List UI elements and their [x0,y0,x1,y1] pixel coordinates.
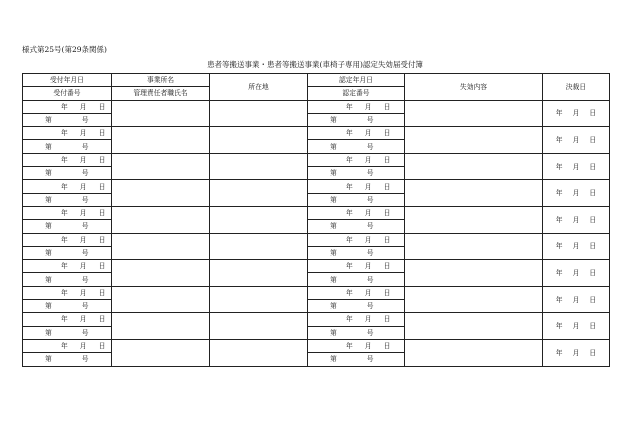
day-label: 日 [98,209,106,218]
month-label: 月 [79,102,87,111]
header-received-number: 受付番号 [23,87,112,100]
number-suffix: 号 [366,116,374,125]
number-suffix: 号 [81,249,89,257]
location-cell[interactable] [210,286,308,313]
number-suffix: 号 [366,169,374,178]
location-cell[interactable] [210,233,308,260]
month-label: 月 [572,268,580,277]
day-label: 日 [98,342,106,351]
number-prefix: 第 [330,355,337,364]
decision-date-cell[interactable] [543,100,610,127]
number-prefix: 第 [45,116,52,125]
cert-date-cell[interactable] [308,100,405,113]
year-label: 年 [61,315,68,324]
day-label: 日 [383,129,391,138]
location-cell[interactable] [210,339,308,366]
received-date-cell[interactable] [23,313,112,326]
decision-date-cell[interactable] [543,286,610,313]
location-cell[interactable] [210,260,308,287]
location-cell[interactable] [210,180,308,207]
table-row [23,233,610,246]
year-label: 年 [555,189,563,198]
office-name-cell[interactable] [112,180,210,207]
number-suffix: 号 [81,355,89,364]
year-label: 年 [61,235,68,244]
number-prefix: 第 [330,222,337,231]
number-suffix: 号 [81,142,89,151]
received-number-cell[interactable] [23,326,112,339]
month-label: 月 [79,182,87,191]
table-row [23,100,610,113]
cert-number-cell[interactable] [308,300,405,313]
year-label: 年 [61,155,68,164]
year-label: 年 [555,135,563,144]
location-cell[interactable] [210,100,308,127]
day-label: 日 [383,288,391,297]
received-number-cell[interactable] [23,353,112,366]
month-label: 月 [364,235,372,244]
received-date-cell[interactable] [23,153,112,166]
day-label: 日 [98,235,106,244]
number-prefix: 第 [330,142,337,151]
decision-date-cell[interactable] [543,313,610,340]
number-suffix: 号 [366,275,374,284]
received-number-cell[interactable] [23,193,112,206]
day-label: 日 [589,322,597,331]
number-suffix: 号 [366,249,374,257]
received-date-cell[interactable] [23,100,112,113]
received-date-cell[interactable] [23,260,112,273]
number-suffix: 号 [366,302,374,311]
cert-number-cell[interactable] [308,220,405,233]
year-label: 年 [346,182,353,191]
year-label: 年 [61,182,68,191]
day-label: 日 [589,295,597,304]
number-suffix: 号 [81,116,89,125]
year-label: 年 [346,209,353,218]
year-label: 年 [346,315,353,324]
number-suffix: 号 [366,222,374,231]
month-label: 月 [79,262,87,271]
received-number-cell[interactable] [23,300,112,313]
table-row [23,127,610,140]
office-name-cell[interactable] [112,100,210,127]
number-prefix: 第 [330,328,337,337]
received-date-cell[interactable] [23,286,112,299]
received-number-cell[interactable] [23,113,112,126]
cert-number-cell[interactable] [308,140,405,153]
header-expiry-content: 失効内容 [405,74,543,101]
number-suffix: 号 [366,195,374,204]
day-label: 日 [589,242,597,251]
location-cell[interactable] [210,127,308,154]
month-label: 月 [364,129,372,138]
number-prefix: 第 [330,275,337,284]
day-label: 日 [383,102,391,111]
year-label: 年 [61,262,68,271]
received-number-cell[interactable] [23,246,112,259]
number-suffix: 号 [81,302,89,311]
month-label: 月 [572,242,580,251]
number-prefix: 第 [45,249,52,257]
number-prefix: 第 [330,169,337,178]
table-row [23,286,610,299]
number-prefix: 第 [45,169,52,178]
month-label: 月 [572,135,580,144]
table-row [23,260,610,273]
cert-number-cell[interactable] [308,167,405,180]
location-cell[interactable] [210,153,308,180]
year-label: 年 [555,109,563,118]
cert-date-cell[interactable] [308,233,405,246]
number-prefix: 第 [45,222,52,231]
header-manager-name: 管理責任者職氏名 [112,87,210,100]
cert-number-cell[interactable] [308,193,405,206]
received-number-cell[interactable] [23,140,112,153]
cert-date-cell[interactable] [308,286,405,299]
received-date-cell[interactable] [23,339,112,352]
number-suffix: 号 [81,328,89,337]
month-label: 月 [79,342,87,351]
day-label: 日 [383,342,391,351]
expiry-content-cell[interactable] [405,180,543,207]
day-label: 日 [383,155,391,164]
number-suffix: 号 [81,195,89,204]
cert-date-cell[interactable] [308,206,405,219]
day-label: 日 [98,155,106,164]
expiry-content-cell[interactable] [405,206,543,233]
year-label: 年 [346,102,353,111]
day-label: 日 [589,135,597,144]
number-suffix: 号 [366,328,374,337]
header-location: 所在地 [210,74,308,101]
month-label: 月 [572,322,580,331]
day-label: 日 [383,209,391,218]
number-prefix: 第 [45,328,52,337]
day-label: 日 [98,288,106,297]
month-label: 月 [364,288,372,297]
received-number-cell[interactable] [23,167,112,180]
number-suffix: 号 [81,275,89,284]
year-label: 年 [555,348,563,357]
expiry-content-cell[interactable] [405,127,543,154]
number-suffix: 号 [81,169,89,178]
month-label: 月 [79,129,87,138]
year-label: 年 [61,288,68,297]
page-title: 患者等搬送事業・患者等搬送事業(車椅子専用)認定失効届受付簿 [207,60,423,69]
month-label: 月 [572,189,580,198]
cert-number-cell[interactable] [308,326,405,339]
decision-date-cell[interactable] [543,260,610,287]
cert-date-cell[interactable] [308,313,405,326]
number-prefix: 第 [330,302,337,311]
year-label: 年 [555,242,563,251]
month-label: 月 [79,315,87,324]
day-label: 日 [383,262,391,271]
cert-number-cell[interactable] [308,273,405,286]
office-name-cell[interactable] [112,206,210,233]
cert-date-cell[interactable] [308,153,405,166]
cert-number-cell[interactable] [308,353,405,366]
day-label: 日 [98,129,106,138]
decision-date-cell[interactable] [543,233,610,260]
decision-date-cell[interactable] [543,153,610,180]
location-cell[interactable] [210,206,308,233]
month-label: 月 [572,295,580,304]
number-prefix: 第 [330,195,337,204]
header-decision-date: 決裁日 [543,74,610,101]
received-date-cell[interactable] [23,180,112,193]
month-label: 月 [364,262,372,271]
day-label: 日 [589,268,597,277]
year-label: 年 [61,129,68,138]
month-label: 月 [79,155,87,164]
cert-number-cell[interactable] [308,246,405,259]
cert-date-cell[interactable] [308,127,405,140]
day-label: 日 [383,182,391,191]
office-name-cell[interactable] [112,313,210,340]
day-label: 日 [98,315,106,324]
year-label: 年 [555,268,563,277]
expiry-content-cell[interactable] [405,339,543,366]
cert-date-cell[interactable] [308,260,405,273]
day-label: 日 [383,315,391,324]
year-label: 年 [61,342,68,351]
decision-date-cell[interactable] [543,127,610,154]
table-row [23,339,610,352]
day-label: 日 [383,235,391,244]
day-label: 日 [589,109,597,118]
month-label: 月 [79,288,87,297]
month-label: 月 [79,235,87,244]
form-label: 様式第25号(第29条関係) [22,45,107,54]
day-label: 日 [98,102,106,111]
header-office-name: 事業所名 [112,74,210,87]
received-date-cell[interactable] [23,206,112,219]
office-name-cell[interactable] [112,153,210,180]
month-label: 月 [572,348,580,357]
expiry-content-cell[interactable] [405,260,543,287]
number-prefix: 第 [45,355,52,364]
number-prefix: 第 [45,275,52,284]
month-label: 月 [572,162,580,171]
header-cert-date: 認定年月日 [308,74,405,87]
register-header [23,74,610,101]
register-table [22,73,610,367]
decision-date-cell[interactable] [543,180,610,207]
year-label: 年 [555,162,563,171]
office-name-cell[interactable] [112,286,210,313]
decision-date-cell[interactable] [543,339,610,366]
number-prefix: 第 [330,249,337,257]
received-date-cell[interactable] [23,233,112,246]
day-label: 日 [98,262,106,271]
number-prefix: 第 [45,195,52,204]
day-label: 日 [98,182,106,191]
year-label: 年 [555,215,563,224]
location-cell[interactable] [210,313,308,340]
month-label: 月 [364,342,372,351]
cert-number-cell[interactable] [308,113,405,126]
month-label: 月 [364,155,372,164]
month-label: 月 [572,109,580,118]
day-label: 日 [589,348,597,357]
month-label: 月 [364,182,372,191]
table-row [23,153,610,166]
month-label: 月 [572,215,580,224]
header-cert-number: 認定番号 [308,87,405,100]
expiry-content-cell[interactable] [405,286,543,313]
day-label: 日 [589,215,597,224]
day-label: 日 [589,189,597,198]
year-label: 年 [346,235,353,244]
year-label: 年 [61,209,68,218]
number-prefix: 第 [330,116,337,125]
decision-date-cell[interactable] [543,206,610,233]
number-suffix: 号 [366,355,374,364]
year-label: 年 [346,262,353,271]
number-prefix: 第 [45,142,52,151]
header-received-date: 受付年月日 [23,74,112,87]
table-row [23,180,610,193]
month-label: 月 [364,315,372,324]
number-suffix: 号 [366,142,374,151]
office-name-cell[interactable] [112,339,210,366]
office-name-cell[interactable] [112,260,210,287]
number-prefix: 第 [45,302,52,311]
year-label: 年 [61,102,68,111]
office-name-cell[interactable] [112,127,210,154]
table-row [23,206,610,219]
expiry-content-cell[interactable] [405,100,543,127]
number-suffix: 号 [81,222,89,231]
year-label: 年 [555,322,563,331]
register-body [23,100,610,366]
office-name-cell[interactable] [112,233,210,260]
year-label: 年 [346,155,353,164]
received-number-cell[interactable] [23,273,112,286]
received-date-cell[interactable] [23,127,112,140]
year-label: 年 [346,342,353,351]
expiry-content-cell[interactable] [405,313,543,340]
month-label: 月 [364,102,372,111]
year-label: 年 [346,288,353,297]
month-label: 月 [79,209,87,218]
cert-date-cell[interactable] [308,180,405,193]
month-label: 月 [364,209,372,218]
day-label: 日 [589,162,597,171]
cert-date-cell[interactable] [308,339,405,352]
year-label: 年 [555,295,563,304]
year-label: 年 [346,129,353,138]
table-row [23,313,610,326]
expiry-content-cell[interactable] [405,233,543,260]
received-number-cell[interactable] [23,220,112,233]
expiry-content-cell[interactable] [405,153,543,180]
